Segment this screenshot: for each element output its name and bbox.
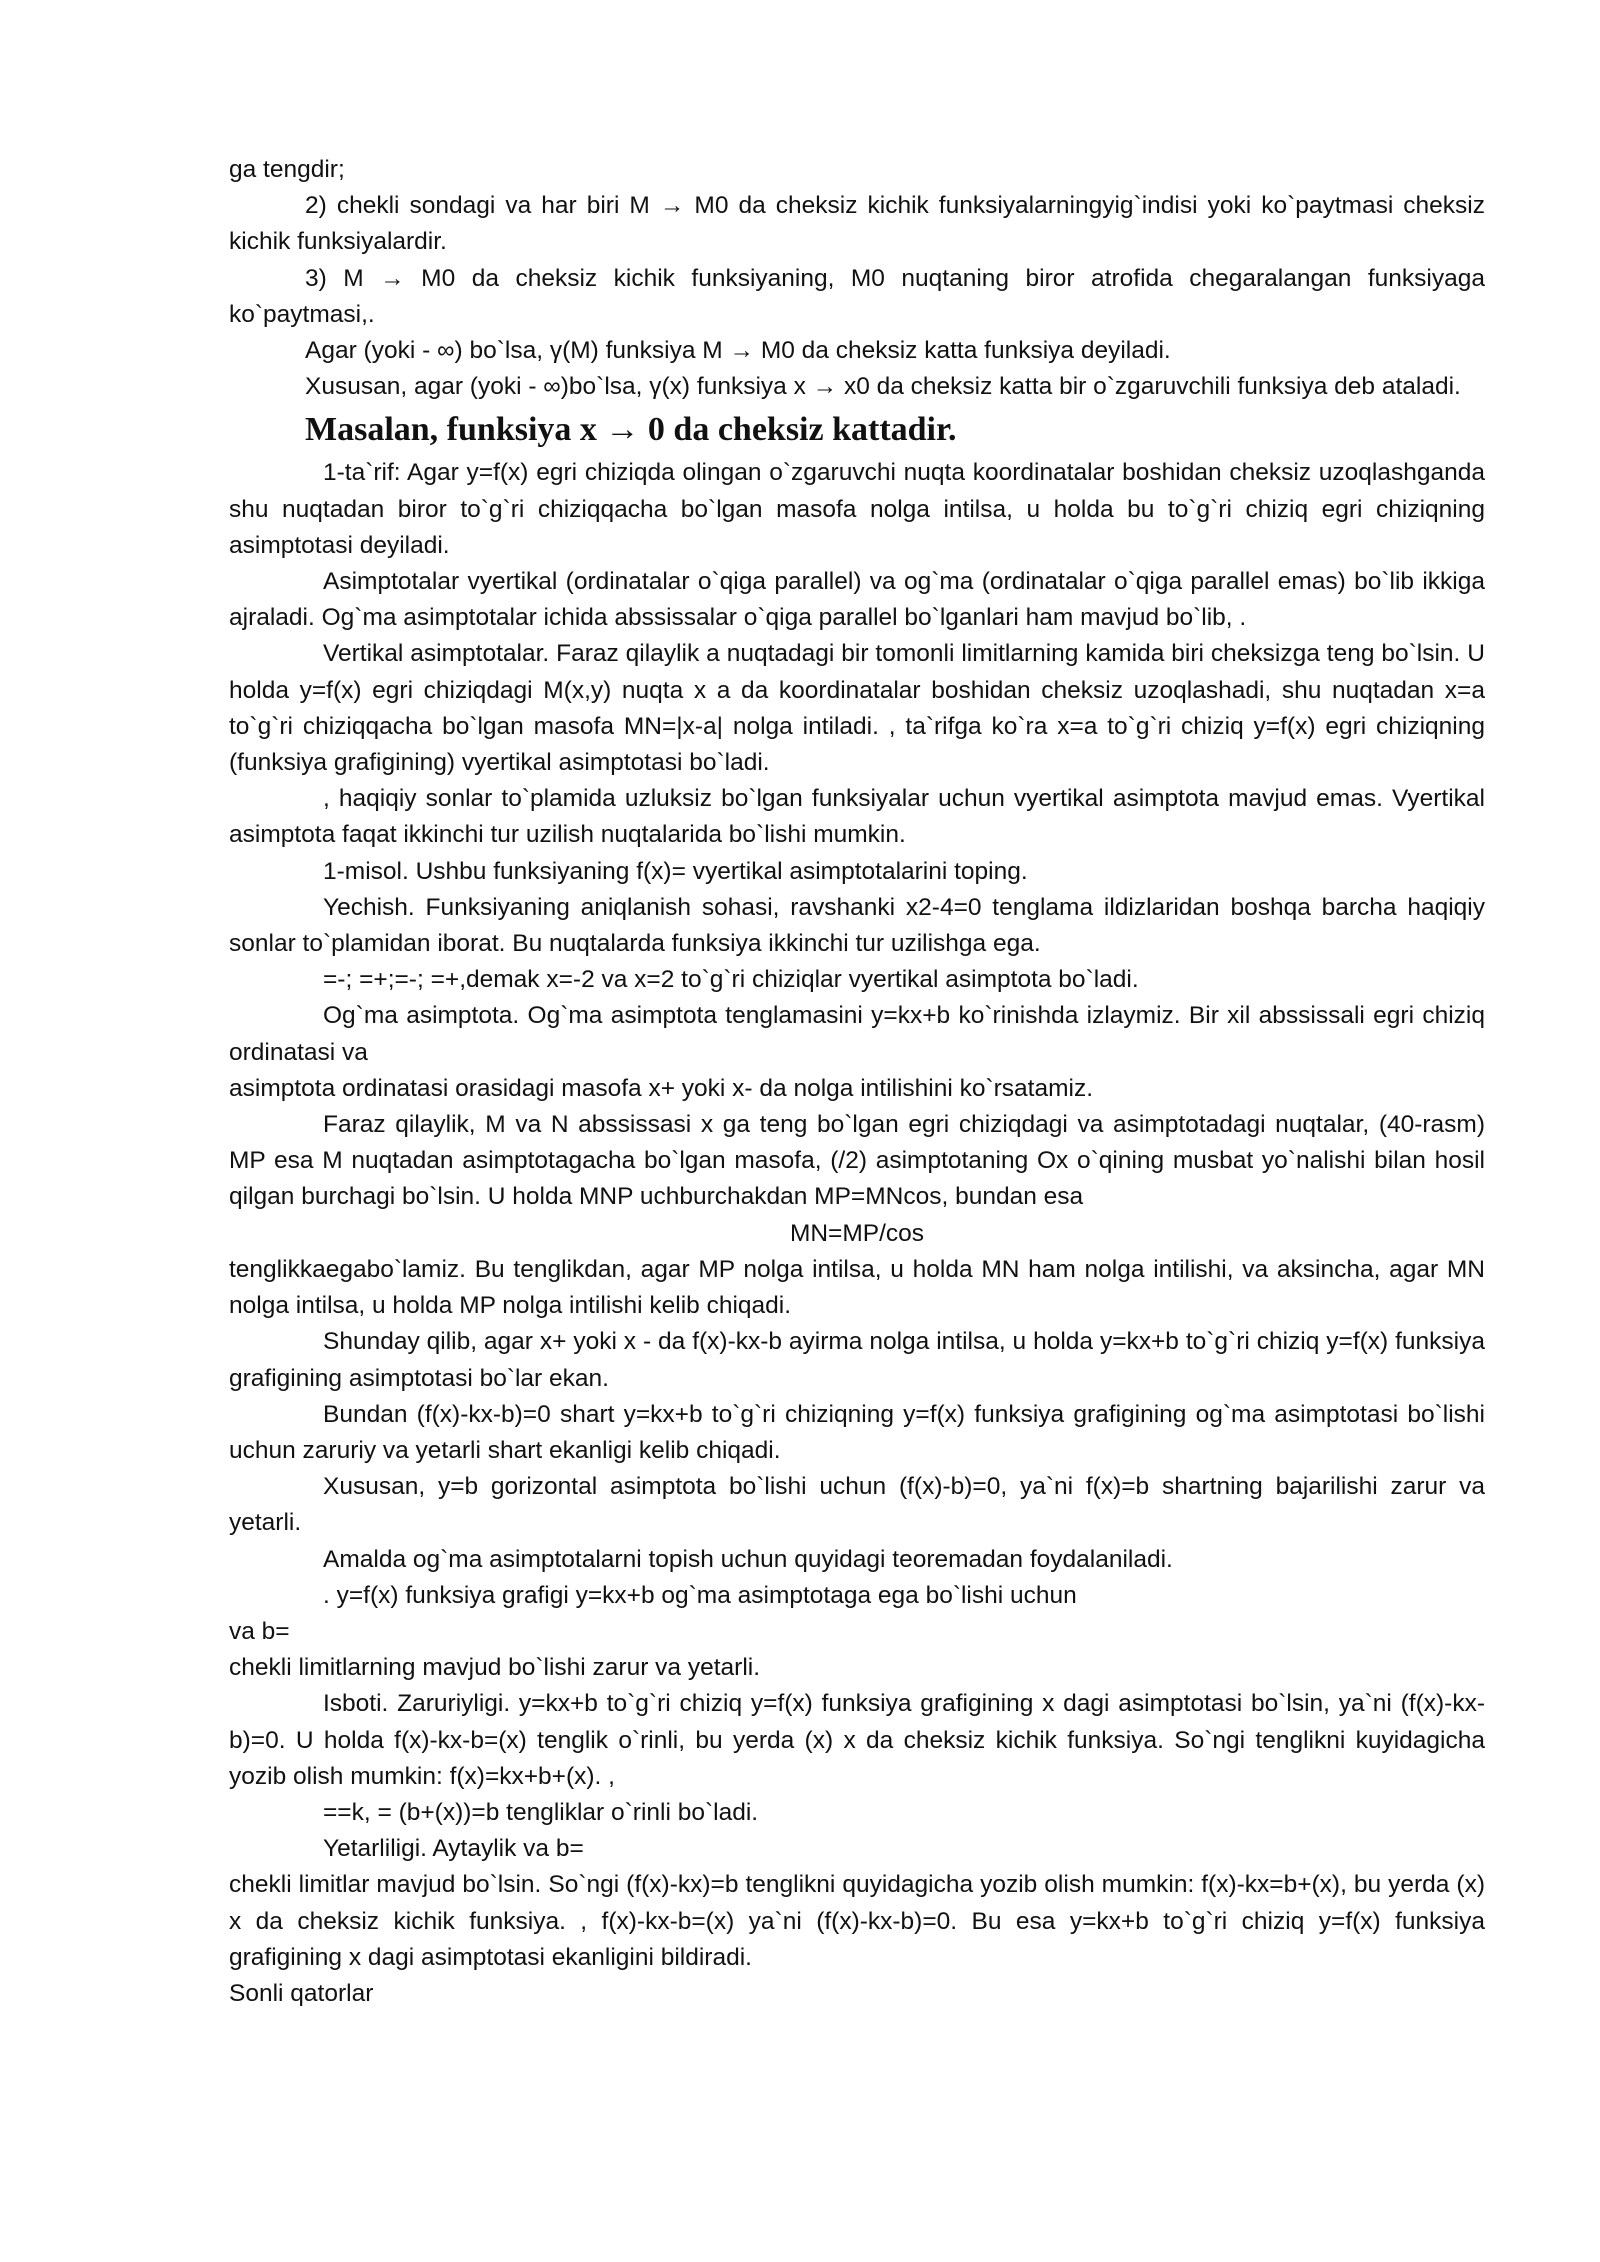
formula-line: MN=MP/cos [789, 1219, 925, 1247]
paragraph: Agar (yoki - ∞) bo`lsa, γ(M) funksiya M → M0 da cheksiz katta funksiya deyiladi. [305, 337, 1171, 365]
paragraph: Sonli qatorlar [229, 1979, 374, 2007]
paragraph: ==k, = (b+(x))=b tengliklar o`rinli bo`ladi. [323, 1798, 759, 1826]
paragraph: Xususan, agar (yoki - ∞)bo`lsa, γ(x) funksiya x → x0 da cheksiz katta bir o`zgaruvchili funksiya deb ataladi. [305, 373, 1461, 401]
paragraph: Shunday qilib, agar x+ yoki x - da f(x)-kx-b ayirma nolga intilsa, u holda y=kx+b to`g`ri chiziq y=f(x) funksiya grafigining asimptotasi bo`lar ekan. [229, 1328, 1485, 1392]
list-item-3: 3) M → M0 da cheksiz kichik funksiyaning, M0 nuqtaning biror atrofida chegaralangan funksiyaga ko`paytmasi,. [229, 264, 1485, 328]
paragraph: ga tengdir; [229, 156, 345, 183]
paragraph: =-; =+;=-; =+,demak x=-2 va x=2 to`g`ri chiziqlar vyertikal asimptota bo`ladi. [323, 966, 1139, 994]
paragraph: chekli limitlarning mavjud bo`lishi zarur va yetarli. [229, 1654, 761, 1682]
paragraph: Xususan, y=b gorizontal asimptota bo`lishi uchun (f(x)-b)=0, ya`ni f(x)=b shartning bajarilishi zarur va yetarli. [229, 1473, 1485, 1537]
proof-paragraph: Isboti. Zaruriyligi. y=kx+b to`g`ri chiziq y=f(x) funksiya grafigining x dagi asimptotasi bo`lsin, ya`ni (f(x)-kx-b)=0. U holda f(x)-kx-b=(x) tenglik o`rinli, bu yerda (x) x da cheksiz kichik funksiya. So`ngi tenglikni kuyidagicha yozib olish mumkin: f(x)=kx+b+(x). , [229, 1690, 1485, 1790]
paragraph: Asimptotalar vyertikal (ordinatalar o`qiga parallel) va og`ma (ordinatalar o`qiga parallel emas) bo`lib ikkiga ajraladi. Og`ma asimptotalar ichida abssissalar o`qiga parallel bo`lganlari ham mavjud bo`lib, . [229, 568, 1485, 632]
paragraph: Vertikal asimptotalar. Faraz qilaylik a nuqtadagi bir tomonli limitlarning kamida biri cheksizga teng bo`lsin. U holda y=f(x) egri chiziqdagi M(x,y) nuqta x a da koordinatalar boshidan cheksiz uzoqlashadi, shu nuqtadan x=a to`g`ri chiziqqacha bo`lgan masofa MN=|x-a| nolga intiladi. , ta`rifga ko`ra x=a to`g`ri chiziq y=f(x) egri chiziqning (funksiya grafigining) vyertikal asimptotasi bo`ladi. [229, 640, 1485, 777]
paragraph: Bundan (f(x)-kx-b)=0 shart y=kx+b to`g`ri chiziqning y=f(x) funksiya grafigining og`ma asimptotasi bo`lishi uchun zaruriy va yetarli shart ekanligi kelib chiqadi. [229, 1400, 1485, 1464]
document-page [229, 152, 1485, 2012]
solution-paragraph: Yechish. Funksiyaning aniqlanish sohasi, ravshanki x2-4=0 tenglama ildizlaridan boshqa barcha haqiqiy sonlar to`plamidan iborat. Bu nuqtalarda funksiya ikkinchi tur uzilishga ega. [229, 893, 1485, 958]
paragraph: Faraz qilaylik, M va N abssissasi x ga teng bo`lgan egri chiziqdagi va asimptotadagi nuqtalar, (40-rasm) MP esa M nuqtadan asimptotagacha bo`lgan masofa, (/2) asimptotaning Ox o`qining musbat yo`nalishi bilan hosil qilgan burchagi bo`lsin. U holda MNP uchburchakdan MP=MNcos, bundan esa [229, 1111, 1485, 1211]
paragraph: va b= [229, 1617, 290, 1645]
list-item-2: 2) chekli sondagi va har biri M → M0 da cheksiz kichik funksiyalarningyig`indisi yoki ko`paytmasi cheksiz kichik funksiyalardir. [229, 192, 1485, 256]
section-heading: Masalan, funksiya x → 0 da cheksiz kattadir. [305, 411, 957, 449]
paragraph: Amalda og`ma asimptotalarni topish uchun quyidagi teoremadan foydalaniladi. [323, 1545, 1173, 1573]
paragraph: chekli limitlar mavjud bo`lsin. So`ngi (f(x)-kx)=b tenglikni quyidagicha yozib olish mumkin: f(x)-kx=b+(x), bu yerda (x) x da cheksiz kichik funksiya. , f(x)-kx-b=(x) ya`ni (f(x)-kx-b)=0. Bu esa y=kx+b to`g`ri chiziq y=f(x) funksiya grafigining x dagi asimptotasi ekanligini bildiradi. [229, 1871, 1485, 1971]
definition-paragraph: 1-ta`rif: Agar y=f(x) egri chiziqda olingan o`zgaruvchi nuqta koordinatalar boshidan cheksiz uzoqlashganda shu nuqtadan biror to`g`ri chiziqqacha bo`lgan masofa nolga intilsa, u holda bu to`g`ri chiziq egri chiziqning asimptotasi deyiladi. [229, 459, 1485, 559]
example-paragraph: 1-misol. Ushbu funksiyaning f(x)= vyertikal asimptotalarini toping. [323, 857, 1028, 885]
paragraph: Og`ma asimptota. Og`ma asimptota tenglamasini y=kx+b ko`rinishda izlaymiz. Bir xil abssissali egri chiziq ordinatasi va [229, 1002, 1485, 1066]
paragraph: Yetarliligi. Aytaylik va b= [323, 1835, 584, 1863]
paragraph: tenglikkaegabo`lamiz. Bu tenglikdan, agar MP nolga intilsa, u holda MN ham nolga intilishi, va aksincha, agar MN nolga intilsa, u holda MP nolga intilishi kelib chiqadi. [229, 1255, 1485, 1320]
paragraph: asimptota ordinatasi orasidagi masofa x+ yoki x- da nolga intilishini ko`rsatamiz. [229, 1074, 1094, 1102]
theorem-paragraph: . y=f(x) funksiya grafigi y=kx+b og`ma asimptotaga ega bo`lishi uchun [323, 1581, 1077, 1609]
paragraph: , haqiqiy sonlar to`plamida uzluksiz bo`lgan funksiyalar uchun vyertikal asimptota mavjud emas. Vyertikal asimptota faqat ikkinchi tur uzilish nuqtalarida bo`lishi mumkin. [229, 785, 1485, 849]
